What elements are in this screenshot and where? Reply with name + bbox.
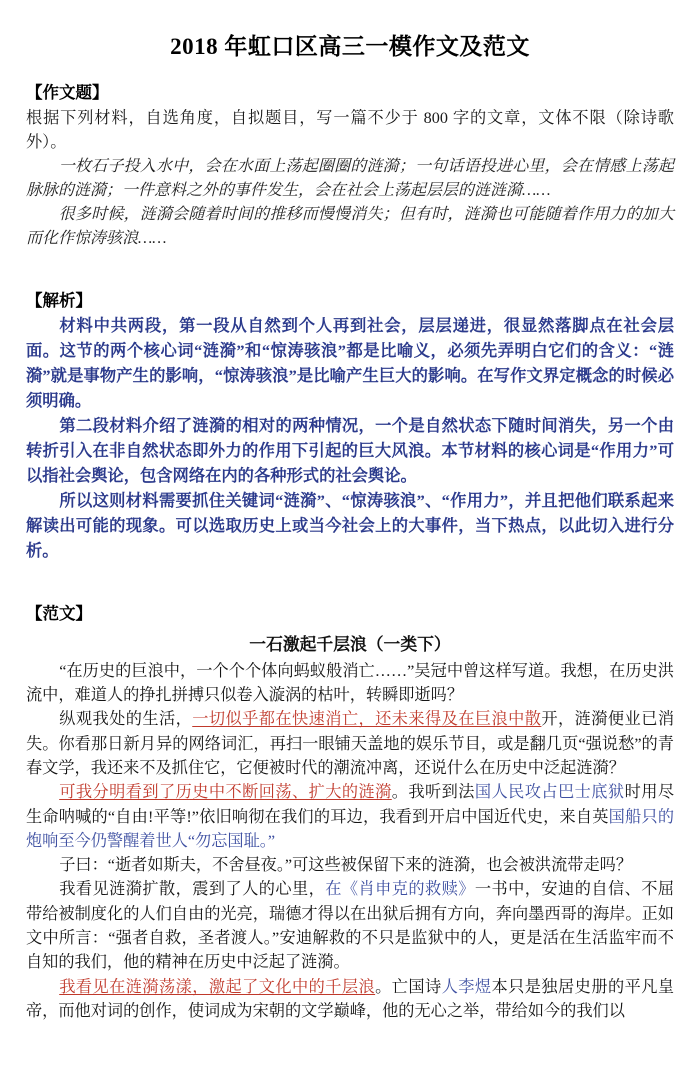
prompt-material xyxy=(26,155,674,251)
body-text: 开，涟漪便业已消失。你看那日新月异的网络词汇，再扫一眼铺天盖地的娱乐节目，或是翻几页“强说愁”的青春文学，我还来不及抓住它，它便被时代的潮流冲离，还说什么在历史中泛起涟漪？ xyxy=(26,710,675,777)
body-text: 子曰：“逝者如斯夫，不舍昼夜。”可这些被保留下来的涟漪，也会被洪流带走吗？ xyxy=(59,856,633,875)
prompt-instruction: 根据下列材料，自选角度，自拟题目，写一篇不少于 800 字的文章，文体不限（除诗歌外）。 xyxy=(26,108,674,151)
essay-paragraph xyxy=(26,780,674,853)
analysis-section-heading: 【解析】 xyxy=(26,290,92,310)
material-paragraph: 很多时候，涟漪会随着时间的推移而慢慢消失；但有时，涟漪也可能随着作用力的加大而化作惊涛骇浪…… xyxy=(26,205,674,247)
body-text: 时用尽生命呐喊的“自由!平等!”依旧响彻在我们的耳边，我看到开启中国近代史，来自英 xyxy=(26,783,675,826)
highlighted-text-blue: 国船只的炮响至今仍警醒着世人“勿忘国耻。” xyxy=(26,807,675,850)
analysis-paragraph: 所以这则材料需要抓住关键词“涟漪”、“惊涛骇浪”、“作用力”，并且把他们联系起来解读出可能的现象。可以选取历史上或当今社会上的大事件，当下热点，以此切入进行分析。 xyxy=(26,490,674,560)
page-title: 2018 年虹口区高三一模作文及范文 xyxy=(170,34,530,59)
body-text: 本只是独居史册的平凡皇帝，而他对词的创作，使词成为宋朝的文学巅峰，他的无心之举，带给如今的我们以 xyxy=(26,977,675,1020)
essay-section xyxy=(26,602,674,1024)
analysis-paragraph: 材料中共两段，第一段从自然到个人再到社会，层层递进，很显然落脚点在社会层面。这节的两个核心词“涟漪”和“惊涛骇浪”都是比喻义，必须先弄明白它们的含义：“涟漪”就是事物产生的影响，“惊涛骇浪”是比喻产生巨大的影响。在写作文界定概念的时候必须明确。 xyxy=(26,316,674,411)
highlighted-text-red: 可我分明看到了历史中不断回荡、扩大的涟漪 xyxy=(59,783,392,802)
essay-paragraph xyxy=(26,975,674,1024)
essay-paragraph xyxy=(26,877,674,974)
prompt-section xyxy=(26,81,674,251)
body-text: “在历史的巨浪中，一个个个体向蚂蚁般消亡……”吴冠中曾这样写道。我想，在历史洪流中，难道人的挣扎拼搏只似卷入漩涡的枯叶，转瞬即逝吗？ xyxy=(26,661,674,705)
highlighted-text-blue: 人李煜 xyxy=(441,977,492,996)
body-text: 。我听到法 xyxy=(391,783,475,802)
analysis-paragraph: 第二段材料介绍了涟漪的相对的两种情况，一个是自然状态下随时间消失，另一个由转折引入在非自然状态即外力的作用下引起的巨大风浪。本节材料的核心词是“作用力”可以指社会舆论，包含网络在内的各种形式的社会舆论。 xyxy=(26,416,674,485)
essay-paragraph xyxy=(26,659,674,708)
body-text: 我看见涟漪扩散，震到了人的心里， xyxy=(59,880,326,899)
essay-paragraph xyxy=(26,707,674,780)
essay-body xyxy=(26,659,674,1023)
essay-section-heading: 【范文】 xyxy=(26,603,92,623)
material-paragraph: 一枚石子投入水中，会在水面上荡起圈圈的涟漪；一句话语投进心里，会在情感上荡起 脉脉的涟漪；一件意料之外的事件发生，会在社会上荡起层层的涟涟漪…… xyxy=(26,157,674,199)
body-text: 纵观我处的生活， xyxy=(59,710,193,729)
highlighted-text-red: 我看见在涟漪荡漾，激起了文化中的千层浪 xyxy=(59,977,376,996)
essay-title: 一石激起千层浪（一类下） xyxy=(249,634,451,654)
body-text: 一书中，安迪的自信、不屈带给被制度化的人们自由的光亮，瑞德才得以在出狱后拥有方向，奔向墨西哥的海岸。正如文中所言：“强者自救，圣者渡人。”安迪解救的不只是监狱中的人，更是活在生活监牢而不自知的我们，他的精神在历史中泛起了涟漪。 xyxy=(26,880,675,972)
highlighted-text-blue: 国人民攻占巴士底狱 xyxy=(474,783,625,802)
analysis-section xyxy=(26,289,674,564)
highlighted-text-red: 一切似乎都在快速消亡，还未来得及在巨浪中散 xyxy=(192,710,542,729)
section-spacer xyxy=(26,251,674,289)
highlighted-text-blue: 在《肖申克的救赎》 xyxy=(325,880,475,899)
prompt-section-heading: 【作文题】 xyxy=(26,83,109,102)
section-spacer xyxy=(26,564,674,602)
essay-paragraph xyxy=(26,853,674,877)
body-text: 。亡国诗 xyxy=(375,977,442,996)
